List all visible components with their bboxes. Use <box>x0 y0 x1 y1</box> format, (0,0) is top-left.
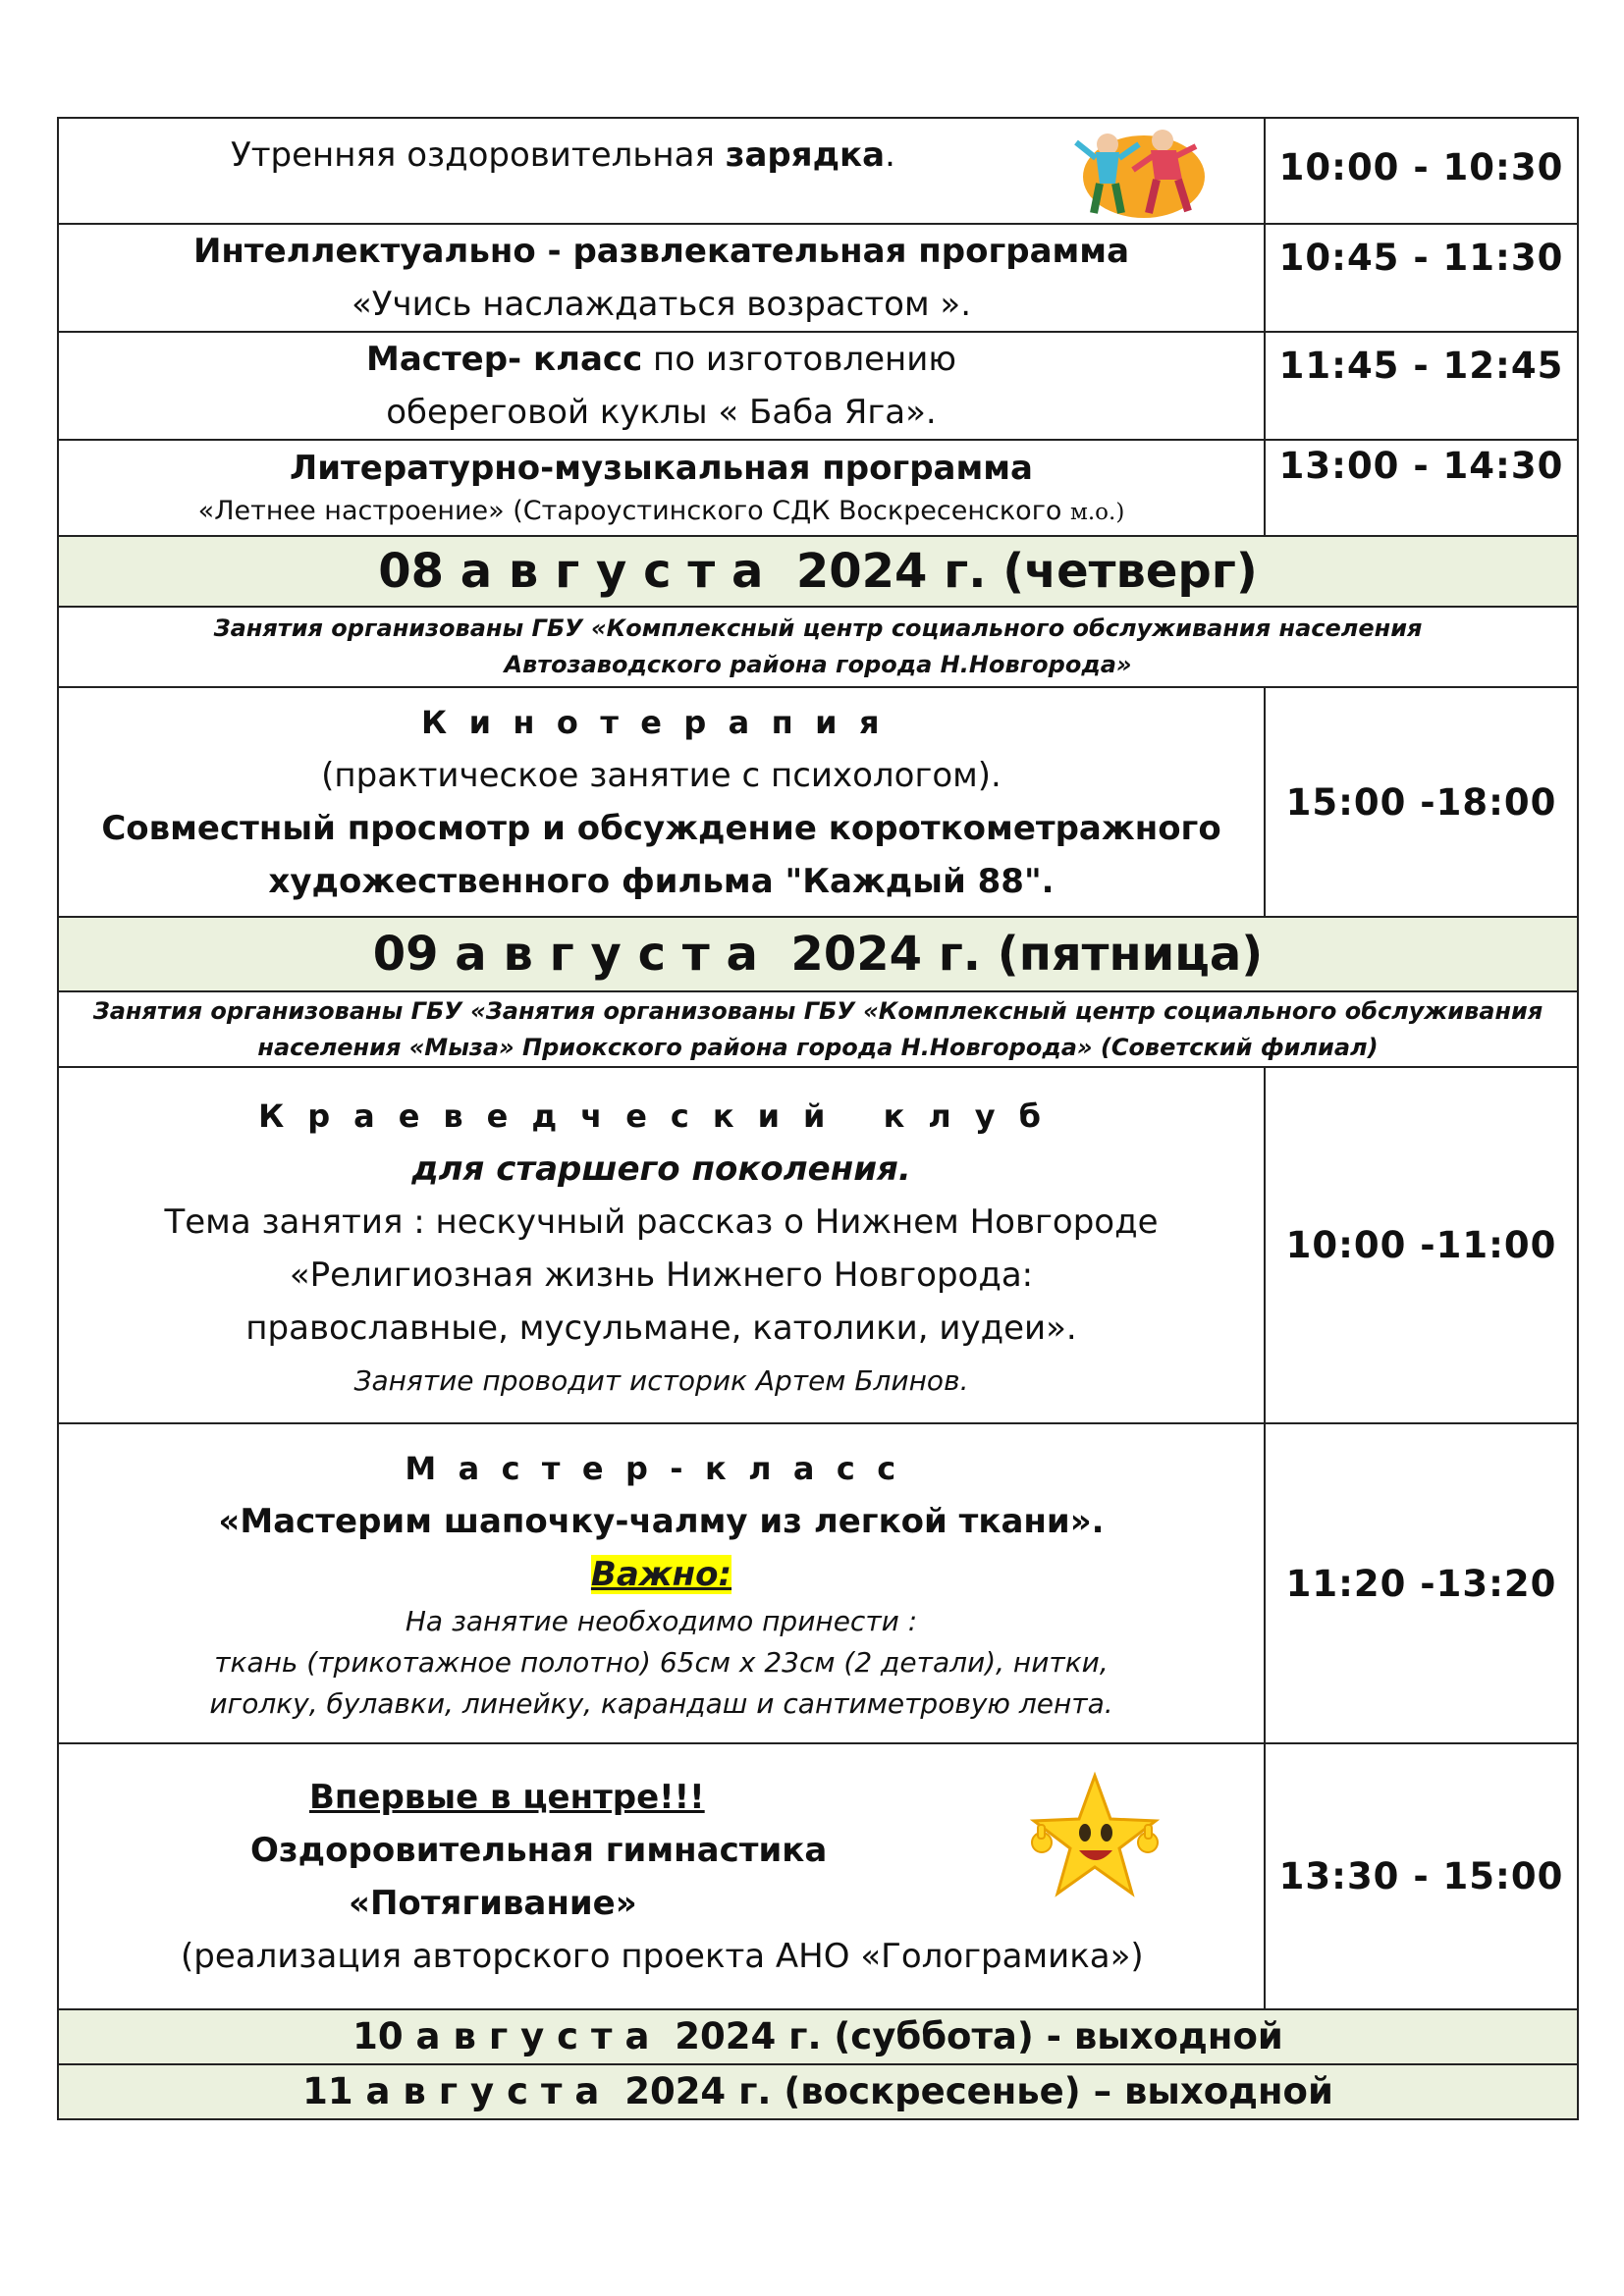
day-year-weekday: 2024 г. (воскресенье) – выходной <box>624 2070 1333 2112</box>
smiling-star-thumbs-up-icon <box>1026 1768 1164 1905</box>
event-title: Краеведческий клуб <box>258 1096 1064 1135</box>
event-text-bold: Совместный просмотр и обсуждение короткометражного <box>101 809 1221 848</box>
day-title <box>58 536 1578 607</box>
event-subtitle-abbr: м.о.) <box>1069 499 1125 525</box>
event-row-local-history-club <box>58 1067 1578 1423</box>
event-time: 13:30 - 15:00 <box>1265 1743 1578 2009</box>
event-row-intellectual-program <box>58 224 1578 332</box>
day-number: 11 <box>302 2070 353 2112</box>
event-row-gymnastics <box>58 1743 1578 2009</box>
event-subtitle: для старшего поколения. <box>411 1148 911 1189</box>
event-headline: Впервые в центре!!! <box>309 1777 705 1817</box>
event-description <box>58 224 1265 332</box>
day-year-weekday: 2024 г. (суббота) - выходной <box>675 2015 1283 2057</box>
day-title <box>58 2009 1578 2064</box>
event-subtitle: «Летнее настроение» (Староустинского СДК Воскресенского <box>197 495 1070 526</box>
day-title <box>58 917 1578 991</box>
event-row-morning-exercise <box>58 118 1578 224</box>
day-header-11 <box>58 2064 1578 2119</box>
event-title: Литературно-музыкальная программа <box>289 448 1033 488</box>
event-description <box>58 1423 1265 1743</box>
event-title: Кинотерапия <box>421 704 901 741</box>
event-title: Оздоровительная гимнастика <box>250 1830 828 1870</box>
day-number: 10 <box>352 2015 404 2057</box>
elderly-exercise-icon <box>1060 123 1208 221</box>
day-header-08 <box>58 536 1578 607</box>
day-header-10 <box>58 2009 1578 2064</box>
organizer-row-08 <box>58 607 1578 687</box>
event-text: по изготовлению <box>642 340 956 379</box>
event-row-master-class-turban <box>58 1423 1578 1743</box>
event-text-bold: художественного фильма "Каждый 88". <box>268 862 1055 901</box>
event-row-cinema-therapy <box>58 687 1578 917</box>
event-time: 10:00 - 10:30 <box>1265 118 1578 224</box>
event-time: 10:00 -11:00 <box>1265 1067 1578 1423</box>
day-number: 08 <box>378 544 445 599</box>
event-text: (реализация авторского проекта АНО «Голограмика») <box>181 1936 1144 1976</box>
event-note: иголку, булавки, линейку, карандаш и сантиметровую лента. <box>209 1687 1113 1720</box>
event-text: . <box>885 135 895 175</box>
event-row-literary-musical <box>58 440 1578 536</box>
organizer-note <box>58 607 1578 687</box>
event-time: 15:00 -18:00 <box>1265 687 1578 917</box>
event-text: Тема занятия : нескучный рассказ о Нижнем Новгороде <box>164 1201 1159 1242</box>
event-subtitle: «Мастерим шапочку-чалму из легкой ткани». <box>218 1502 1105 1541</box>
day-month: августа <box>460 544 781 599</box>
event-title: Интеллектуально - развлекательная программа <box>192 232 1130 271</box>
event-subtitle: «Учись наслаждаться возрастом ». <box>351 285 972 324</box>
event-note: На занятие необходимо принести : <box>405 1605 918 1637</box>
day-month: августа <box>365 2070 613 2112</box>
event-description <box>58 118 1265 224</box>
event-description <box>58 687 1265 917</box>
event-text-bold: зарядка <box>725 135 886 175</box>
organizer-row-09 <box>58 991 1578 1067</box>
event-time: 11:20 -13:20 <box>1265 1423 1578 1743</box>
event-time: 11:45 - 12:45 <box>1265 332 1578 440</box>
day-year-weekday: 2024 г. (пятница) <box>790 927 1264 982</box>
organizer-line: населения «Мыза» Приокского района города Н.Новгорода» (Советский филиал) <box>257 1033 1379 1061</box>
event-title: Мастер-класс <box>405 1450 918 1487</box>
event-text: православные, мусульмане, католики, иудеи». <box>245 1308 1077 1348</box>
organizer-note <box>58 991 1578 1067</box>
event-text: «Религиозная жизнь Нижнего Новгорода: <box>289 1255 1034 1295</box>
event-subtitle: обереговой куклы « Баба Яга». <box>386 393 937 432</box>
day-month: августа <box>415 2015 663 2057</box>
event-row-master-class-doll <box>58 332 1578 440</box>
event-note: Занятие проводит историк Артем Блинов. <box>353 1363 969 1397</box>
organizer-line: Занятия организованы ГБУ «Комплексный центр социального обслуживания населения <box>213 614 1423 642</box>
event-title: Мастер- класс <box>366 340 643 379</box>
day-header-09 <box>58 917 1578 991</box>
event-description <box>58 440 1265 536</box>
important-label: Важно: <box>590 1555 732 1594</box>
event-note: ткань (трикотажное полотно) 65см х 23см (2 детали), нитки, <box>214 1646 1109 1679</box>
event-time: 10:45 - 11:30 <box>1265 224 1578 332</box>
event-description <box>58 332 1265 440</box>
schedule-table <box>57 117 1579 2120</box>
organizer-line: Занятия организованы ГБУ «Занятия организованы ГБУ «Комплексный центр социального обслуживания <box>92 996 1543 1025</box>
event-time: 13:00 - 14:30 <box>1265 440 1578 536</box>
day-year-weekday: 2024 г. (четверг) <box>795 544 1258 599</box>
event-text: (практическое занятие с психологом). <box>321 756 1001 795</box>
event-description <box>58 1067 1265 1423</box>
day-month: августа <box>455 927 775 982</box>
organizer-line: Автозаводского района города Н.Новгорода» <box>504 651 1132 678</box>
event-description <box>58 1743 1265 2009</box>
event-text: Утренняя оздоровительная <box>231 135 726 175</box>
day-number: 09 <box>372 927 439 982</box>
event-subtitle: «Потягивание» <box>349 1883 637 1923</box>
day-title <box>58 2064 1578 2119</box>
